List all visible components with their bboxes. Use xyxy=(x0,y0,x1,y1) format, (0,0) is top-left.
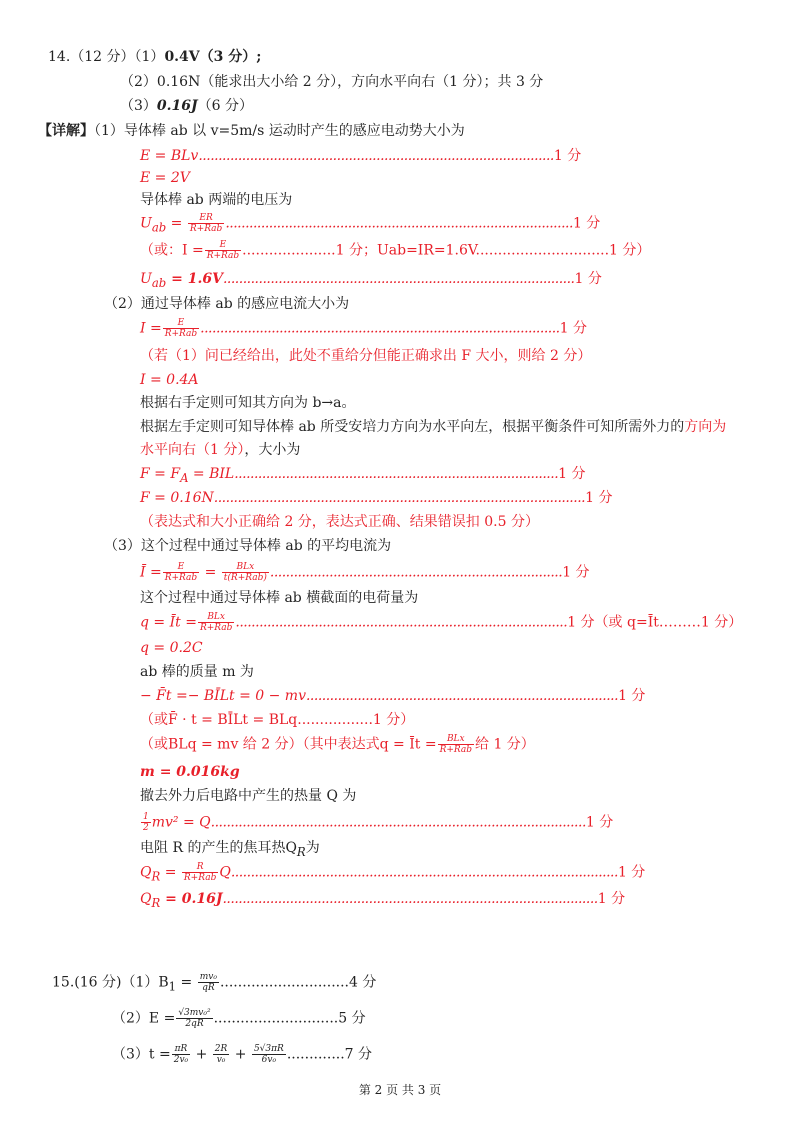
charge-symbol: q = Īt = xyxy=(140,614,197,631)
q14-header-label: 14.（12 分）（1） xyxy=(48,49,165,65)
frac-den: R+Rab xyxy=(199,623,233,633)
fraction-blx xyxy=(222,562,269,583)
joule-intro-text: 电阻 R 的产生的焦耳热Q xyxy=(140,840,297,856)
score: 1 分 xyxy=(558,466,586,482)
mass-value: m = 0.016kg xyxy=(140,764,240,780)
joule-intro-post: 为 xyxy=(305,840,320,856)
q14-answer-1: 0.4V（3 分）; xyxy=(164,49,262,65)
q15-t-pre: （3）t = xyxy=(112,1046,171,1063)
charge-value: q = 0.2C xyxy=(140,640,203,656)
momentum-alt-1: （或F̄ · t = BĪLt = BLq.................1 分） xyxy=(140,712,415,728)
frac-den: R+Rab xyxy=(183,873,217,883)
fraction-q xyxy=(438,734,474,755)
charge-alt: 1 分（或 q=Īt………1 分） xyxy=(567,614,743,631)
uab-formula-line xyxy=(140,213,600,237)
score: 1 分 xyxy=(618,688,646,704)
fraction-e xyxy=(163,562,199,583)
frac-num: BLx xyxy=(222,562,269,573)
equals: = xyxy=(160,864,181,881)
q15-e-pre: （2）E = xyxy=(112,1010,176,1027)
frac-num: R xyxy=(182,862,218,873)
frac-num: √3mv₀² xyxy=(178,1008,211,1018)
leader-dots: .................................................................................. xyxy=(234,466,559,482)
leader-dots: ......................................................................................... xyxy=(222,271,575,287)
score: 1 分 xyxy=(585,814,614,831)
frac-den: R+Rab xyxy=(439,745,472,755)
current-symbol: I = xyxy=(140,320,162,337)
score: 1 分 xyxy=(572,215,601,232)
q15-score-1: .............................4 分 xyxy=(219,974,377,991)
q15-line-1 xyxy=(52,972,376,996)
frac-num: 2R xyxy=(214,1044,228,1054)
emf-formula-line xyxy=(140,146,581,166)
force-value: F = 0.16N xyxy=(140,490,214,506)
score: 1 分 xyxy=(553,148,582,164)
uab-symbol: U xyxy=(140,271,152,287)
momentum-formula: − F̄t =− BĪLt = 0 − mv xyxy=(140,688,306,704)
joule-intro xyxy=(140,838,320,862)
b-subscript: 1 xyxy=(168,979,177,994)
leader-dots: .................................................................................................. xyxy=(230,864,618,881)
score: 1 分 xyxy=(562,564,590,581)
q14-header xyxy=(48,47,261,67)
avg-current-line xyxy=(140,562,590,583)
leader-dots: .......................................................................... xyxy=(269,564,563,581)
frac-den: 2v₀ xyxy=(173,1055,189,1065)
uab-subscript: ab xyxy=(151,275,167,290)
frac-den: 6v₀ xyxy=(261,1055,277,1065)
fraction-q xyxy=(198,612,234,633)
plus: + xyxy=(191,1046,212,1063)
detail-intro xyxy=(38,121,465,141)
force-value-line xyxy=(140,488,612,508)
fraction-e-field xyxy=(176,1008,212,1029)
frac-num: 1 xyxy=(143,812,149,822)
heat-formula: mv² = Q xyxy=(151,814,211,831)
qr-symbol: Q xyxy=(140,864,152,881)
q15-score-2: ............................5 分 xyxy=(213,1010,366,1027)
mass-intro: ab 棒的质量 m 为 xyxy=(140,664,254,680)
q15-header: 15.(16 分)（1）B xyxy=(52,974,169,991)
emf-formula: E = BLv xyxy=(140,148,199,164)
fraction-t1 xyxy=(172,1044,190,1065)
fraction-er xyxy=(188,213,224,234)
score: 1 分 xyxy=(559,320,587,337)
page-footer: 第 2 页 共 3 页 xyxy=(358,1083,442,1097)
frac-den: 2 xyxy=(143,823,149,833)
force-subscript: A xyxy=(180,470,189,485)
q15-line-2 xyxy=(112,1008,366,1029)
fraction-half xyxy=(141,812,151,833)
score: 1 分 xyxy=(597,891,626,907)
qr-symbol: Q xyxy=(140,891,152,907)
equals: = xyxy=(176,974,197,991)
avg-current-symbol: Ī = xyxy=(140,564,162,581)
momentum-alt-2-score: 给 1 分） xyxy=(475,736,535,753)
leader-dots: ............................................................................................... xyxy=(210,814,586,831)
uab-value-line xyxy=(140,269,602,293)
q15-line-3 xyxy=(112,1044,372,1065)
joule-subscript: R xyxy=(296,844,306,859)
heat-intro: 撤去外力后电路中产生的热量 Q 为 xyxy=(140,788,357,804)
charge-intro: 这个过程中通过导体棒 ab 横截面的电荷量为 xyxy=(140,590,419,606)
frac-num: E xyxy=(163,562,199,573)
frac-den: R+Rab xyxy=(189,224,223,234)
alt-formula-line xyxy=(140,240,650,261)
charge-formula-line xyxy=(140,612,742,633)
frac-den: t(R+Rab) xyxy=(223,573,267,583)
uab-subscript: ab xyxy=(151,220,167,235)
force-formula-post: = BIL xyxy=(188,466,235,482)
leader-dots: .............................................................................................. xyxy=(213,490,586,506)
left-hand-rule xyxy=(140,417,726,437)
q14-answer-3-pre: （3） xyxy=(120,98,157,114)
q15-score-3: .............7 分 xyxy=(286,1046,373,1063)
uab-symbol: U xyxy=(140,215,152,232)
equals: = xyxy=(166,215,187,232)
frac-den: R+Rab xyxy=(164,329,198,339)
momentum-line xyxy=(140,686,645,706)
leader-dots: ........................................................................................... xyxy=(200,320,560,337)
qr-subscript: R xyxy=(151,869,161,884)
frac-num: BLx xyxy=(438,734,474,745)
voltage-intro: 导体棒 ab 两端的电压为 xyxy=(140,192,293,208)
fraction-b xyxy=(198,972,219,993)
fraction-t3 xyxy=(252,1044,286,1065)
detail-label: 【详解】 xyxy=(38,123,94,139)
score: 1 分 xyxy=(585,490,613,506)
qr-value: = 0.16J xyxy=(160,891,223,907)
leader-dots: ............................................................................................... xyxy=(222,891,598,907)
qr-subscript: R xyxy=(151,895,161,910)
frac-den: qR xyxy=(202,983,215,993)
current-formula-line xyxy=(140,318,587,339)
fraction-t2 xyxy=(213,1044,230,1065)
momentum-alt-2-text: （或BLq = mv 给 2 分）（其中表达式q = Īt = xyxy=(140,736,437,753)
score: 1 分 xyxy=(574,271,602,287)
magnitude-label: ，大小为 xyxy=(244,442,301,458)
qr-post: Q xyxy=(219,864,231,881)
right-hand-rule: 根据右手定则可知其方向为 b→a。 xyxy=(140,395,356,411)
q14-answer-3-val: 0.16J xyxy=(156,98,198,114)
frac-num: mv₀ xyxy=(199,972,217,982)
frac-num: E xyxy=(163,318,199,329)
fraction-r xyxy=(182,862,218,883)
emf-value: E = 2V xyxy=(140,170,190,186)
alt-text: .....................1 分；Uab=IR=1.6V..............................1 分） xyxy=(242,242,651,259)
force-formula-line xyxy=(140,464,586,488)
current-value: I = 0.4A xyxy=(140,372,199,388)
frac-num: πR xyxy=(172,1044,190,1055)
fraction-e xyxy=(205,240,241,261)
frac-num: BLx xyxy=(198,612,234,623)
force-formula: F = F xyxy=(140,466,181,482)
frac-num: E xyxy=(205,240,241,251)
left-hand-red: 方向为 xyxy=(684,419,727,435)
q14-answer-2: （2）0.16N（能求出大小给 2 分），方向水平向右（1 分）；共 3 分 xyxy=(120,74,544,90)
momentum-alt-2 xyxy=(140,734,535,755)
leader-dots: .................................................................................... xyxy=(235,614,568,631)
equals: = xyxy=(200,564,221,581)
leader-dots: .......................................................................................... xyxy=(198,148,554,164)
leader-dots: ........................................................................................ xyxy=(225,215,573,232)
note-part2-grading: （表达式和大小正确给 2 分，表达式正确、结果错误扣 0.5 分） xyxy=(140,514,539,530)
alt-pre: （或：I = xyxy=(140,242,204,259)
heat-formula-line xyxy=(140,812,613,833)
frac-den: R+Rab xyxy=(164,573,198,583)
left-hand-rule-cont xyxy=(140,440,300,460)
frac-den: v₀ xyxy=(216,1055,226,1065)
direction-right: 水平向右（1 分） xyxy=(140,442,245,458)
part3-intro: （3）这个过程中通过导体棒 ab 的平均电流为 xyxy=(104,538,392,554)
q14-answer-3 xyxy=(120,96,253,116)
q14-answer-3-post: （6 分） xyxy=(197,98,254,114)
joule-formula-line xyxy=(140,862,645,886)
left-hand-text: 根据左手定则可知导体棒 ab 所受安培力方向为水平向左，根据平衡条件可知所需外力的 xyxy=(140,419,685,435)
frac-num: 5√3πR xyxy=(253,1044,284,1054)
score: 1 分 xyxy=(617,864,646,881)
fraction-e xyxy=(163,318,199,339)
uab-value: = 1.6V xyxy=(166,271,223,287)
frac-den: R+Rab xyxy=(206,251,240,261)
joule-value-line xyxy=(140,889,625,913)
note-part2: （若（1）问已经给出，此处不重给分但能正确求出 F 大小，则给 2 分） xyxy=(140,348,592,364)
frac-den: 2qR xyxy=(185,1019,204,1029)
part2-intro: （2）通过导体棒 ab 的感应电流大小为 xyxy=(104,296,350,312)
plus: + xyxy=(230,1046,251,1063)
part1-intro: （1）导体棒 ab 以 v=5m/s 运动时产生的感应电动势大小为 xyxy=(94,123,465,139)
frac-num: ER xyxy=(188,213,224,224)
leader-dots: ............................................................................... xyxy=(305,688,619,704)
